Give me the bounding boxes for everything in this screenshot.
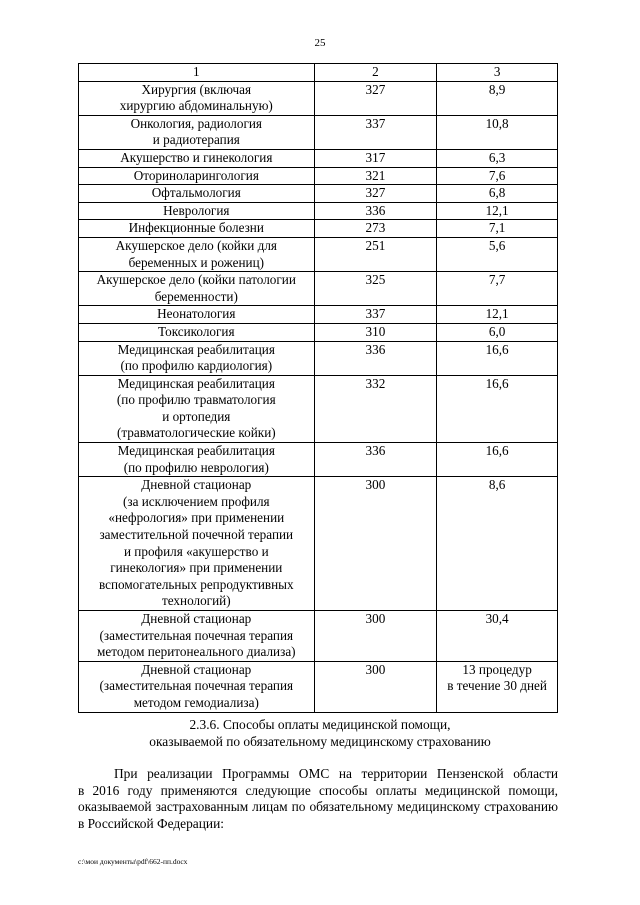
row-name-line: Акушерское дело (койки для: [115, 237, 277, 253]
row-col3-cell: [437, 202, 558, 220]
row-col3-line: в течение 30 дней: [447, 678, 547, 694]
row-name-cell: [79, 272, 315, 306]
row-name-line: и ортопедия: [162, 408, 231, 424]
row-name-line: Дневной стационар: [141, 477, 252, 493]
row-col3-line: 7,6: [488, 167, 506, 183]
row-name-line: гинекология» при применении: [110, 560, 283, 576]
row-name-line: (по профилю травматология: [116, 392, 276, 408]
row-name-cell: [79, 375, 315, 442]
row-name-line: Токсикология: [158, 323, 235, 339]
row-name-line: «нефрология» при применении: [108, 510, 285, 526]
row-col3-line: 10,8: [485, 115, 509, 131]
row-col2-cell: 273: [314, 220, 437, 238]
row-col3-line: 12,1: [485, 202, 509, 218]
row-col2-cell: 337: [314, 115, 437, 149]
row-name-cell: [79, 477, 315, 611]
row-col2-cell: 332: [314, 375, 437, 442]
row-name-cell: [79, 237, 315, 271]
row-name-line: Медицинская реабилитация: [117, 443, 275, 459]
row-name-line: (травматологические койки): [116, 425, 276, 441]
row-col3-cell: [437, 185, 558, 203]
row-name-cell: [79, 661, 315, 712]
row-name-line: хирургию абдоминальную): [119, 98, 273, 114]
table-row: [79, 167, 558, 185]
row-col3-cell: [437, 220, 558, 238]
row-col2-cell: 327: [314, 185, 437, 203]
page-number: 25: [314, 37, 326, 49]
row-name-line: (заместительная почечная терапия: [99, 678, 294, 694]
row-col2-cell: 325: [314, 272, 437, 306]
row-name-line: Акушерское дело (койки патологии: [96, 272, 296, 288]
row-col3-cell: [437, 237, 558, 271]
row-name-line: Неврология: [163, 202, 230, 218]
row-col3-cell: [437, 375, 558, 442]
row-name-line: Инфекционные болезни: [128, 220, 264, 236]
row-col2-cell: 327: [314, 81, 437, 115]
table-row: [79, 306, 558, 324]
row-name-cell: [79, 220, 315, 238]
row-col3-cell: [437, 81, 558, 115]
row-name-line: беременных и рожениц): [128, 254, 265, 270]
row-col3-line: 6,3: [488, 149, 506, 165]
row-col3-line: 12,1: [485, 306, 509, 322]
row-col3-line: 7,7: [488, 272, 506, 288]
row-name-line: вспомогательных репродуктивных: [98, 576, 294, 592]
row-col3-cell: [437, 611, 558, 662]
row-name-line: (заместительная почечная терапия: [99, 627, 294, 643]
table-row: [79, 185, 558, 203]
table-header-cell: 2: [314, 64, 437, 82]
row-col3-cell: [437, 341, 558, 375]
row-col2-cell: 310: [314, 323, 437, 341]
paragraph-line: При реализации Программы ОМС на территории Пензенской области: [114, 766, 558, 781]
table-header-cell: 3: [437, 64, 558, 82]
table-row: [79, 81, 558, 115]
row-name-cell: [79, 611, 315, 662]
row-col2-cell: 317: [314, 149, 437, 167]
row-col2-cell: 300: [314, 477, 437, 611]
row-col3-line: 7,1: [488, 220, 506, 236]
table-row: [79, 661, 558, 712]
row-name-cell: [79, 202, 315, 220]
table-row: [79, 375, 558, 442]
table-row: [79, 341, 558, 375]
row-name-line: и радиотерапия: [152, 132, 240, 148]
row-name-cell: [79, 167, 315, 185]
row-name-line: Хирургия (включая: [141, 81, 252, 97]
table-row: [79, 237, 558, 271]
row-col3-cell: [437, 443, 558, 477]
row-name-line: (за исключением профиля: [123, 493, 270, 509]
row-col3-line: 16,6: [485, 341, 509, 357]
table-row: [79, 443, 558, 477]
row-name-line: Медицинская реабилитация: [117, 341, 275, 357]
row-name-line: Онкология, радиология: [130, 115, 262, 131]
row-name-line: методом гемодиализа): [133, 694, 259, 710]
row-col3-cell: [437, 115, 558, 149]
row-col2-cell: 300: [314, 611, 437, 662]
row-name-line: Оториноларингология: [133, 167, 259, 183]
section-heading-line: 2.3.6. Способы оплаты медицинской помощи,: [189, 717, 451, 732]
row-name-line: Медицинская реабилитация: [117, 375, 275, 391]
row-col3-line: 6,0: [488, 323, 506, 339]
paragraph-line: в 2016 году применяются следующие способы оплаты медицинской помощи,: [78, 782, 558, 798]
row-name-line: Дневной стационар: [141, 661, 252, 677]
row-col3-line: 13 процедур: [462, 661, 532, 677]
table-header-cell: 1: [79, 64, 315, 82]
row-col3-line: 16,6: [485, 375, 509, 391]
row-col2-cell: 336: [314, 341, 437, 375]
footer-file-path: c:\мои документы\pdf\662-пп.docx: [78, 857, 188, 866]
table-row: [79, 477, 558, 611]
row-col3-cell: [437, 477, 558, 611]
row-col3-line: 16,6: [485, 443, 509, 459]
section-heading: [0, 717, 640, 750]
row-col3-cell: [437, 323, 558, 341]
data-table: [78, 63, 558, 713]
table-row: [79, 220, 558, 238]
row-col3-cell: [437, 272, 558, 306]
row-col3-line: 30,4: [485, 611, 509, 626]
row-name-cell: [79, 149, 315, 167]
section-heading-line: оказываемой по обязательному медицинскому страхованию: [149, 733, 491, 749]
row-col3-line: 5,6: [488, 237, 506, 253]
row-col2-cell: 337: [314, 306, 437, 324]
row-name-line: технологий): [161, 593, 231, 609]
row-col3-cell: [437, 167, 558, 185]
table-row: [79, 272, 558, 306]
row-name-line: Офтальмология: [151, 185, 241, 201]
row-col3-line: 8,9: [488, 81, 506, 97]
table-body: [79, 64, 558, 713]
row-col2-cell: 336: [314, 443, 437, 477]
paragraph-line: в Российской Федерации:: [78, 815, 224, 831]
row-col3-line: 6,8: [488, 185, 506, 201]
row-name-line: Дневной стационар: [141, 611, 252, 626]
row-name-line: методом перитонеального диализа): [97, 644, 296, 660]
row-col3-cell: [437, 306, 558, 324]
row-name-cell: [79, 341, 315, 375]
row-col2-cell: 321: [314, 167, 437, 185]
body-paragraph: [78, 766, 558, 832]
row-name-line: Неонатология: [157, 306, 236, 322]
paragraph-line: оказываемой застрахованным лицам по обязательному медицинскому страхованию: [78, 799, 558, 815]
row-name-cell: [79, 306, 315, 324]
table-row: [79, 115, 558, 149]
row-name-cell: [79, 185, 315, 203]
row-name-cell: [79, 323, 315, 341]
row-name-line: и профиля «акушерство и: [123, 543, 269, 559]
row-col2-cell: 300: [314, 661, 437, 712]
table-row: [79, 611, 558, 662]
row-col3-cell: [437, 661, 558, 712]
row-name-line: Акушерство и гинекология: [120, 149, 273, 165]
row-name-line: заместительной почечной терапии: [99, 527, 294, 543]
row-name-line: (по профилю неврология): [123, 459, 269, 475]
table-row: [79, 149, 558, 167]
row-name-line: беременности): [154, 288, 238, 304]
table-row: [79, 323, 558, 341]
row-name-line: (по профилю кардиология): [120, 358, 273, 374]
table-row: [79, 202, 558, 220]
row-col2-cell: 336: [314, 202, 437, 220]
row-col3-line: 8,6: [488, 477, 506, 493]
row-col2-cell: 251: [314, 237, 437, 271]
table-header-row: [79, 64, 558, 82]
row-col3-cell: [437, 149, 558, 167]
row-name-cell: [79, 115, 315, 149]
row-name-cell: [79, 81, 315, 115]
row-name-cell: [79, 443, 315, 477]
